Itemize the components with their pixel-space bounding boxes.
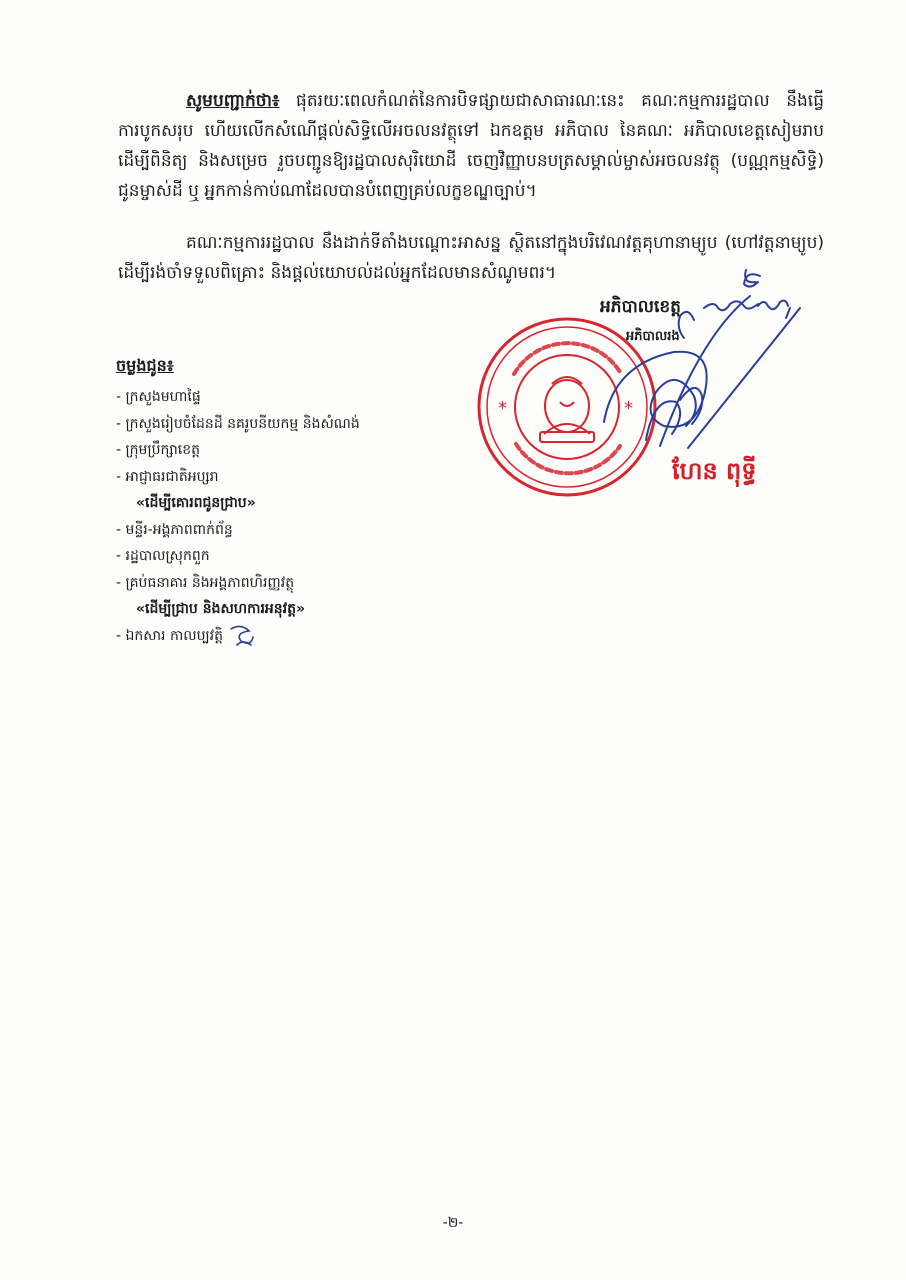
recipients-heading: ចម្លងជូន៖ xyxy=(116,356,174,375)
recipient-item: - ក្រុមប្រឹក្សាខេត្ត xyxy=(116,442,201,458)
signatory-subtitle: អភិបាលរង xyxy=(626,329,680,344)
recipient-item: - គ្រប់ធនាគារ និងអង្គភាពហិរញ្ញវត្ថុ xyxy=(116,574,295,591)
recipient-note: «ដើម្បីគោរពជូនជ្រាប» xyxy=(136,495,256,511)
recipient-note: «ដើម្បីជ្រាប និងសហការអនុវត្ត» xyxy=(136,601,306,617)
page-number: -២- xyxy=(442,1215,464,1231)
recipient-item: - ក្រសួងរៀបចំដែនដី នគរូបនីយកម្ម និងសំណង់ xyxy=(116,415,360,432)
recipient-item: - អាជ្ញាធរជាតិអប្សរា xyxy=(116,468,219,485)
svg-text:*: * xyxy=(624,398,633,419)
paragraph-body: ផុតរយៈពេលកំណត់នៃការបិទផ្សាយជាសាធារណៈនេះ គណៈកម្មការរដ្ឋបាល នឹងធ្វើការបូកសរុប ហើយលើកសំណើផ្តល់សិទ្ធិលើអចលនវត្ថុទៅ ឯកឧត្តម អភិបាល នៃគណៈ អភិបាលខេត្តសៀមរាប ដើម្បីពិនិត្យ និងសម្រេច រួចបញ្ជូនឱ្យរដ្ឋបាលសុរិយោដី ចេញវិញ្ញាបនបត្រសម្គាល់ម្ចាស់អចលនវត្ថុ (បណ្ណកម្មសិទ្ធិ) ជូនម្ចាស់ដី ឬ អ្នកកាន់កាប់ណាដែលបានបំពេញគ្រប់លក្ខខណ្ឌច្បាប់។ xyxy=(118,91,824,201)
recipients-list xyxy=(116,384,536,649)
handwritten-signature-icon xyxy=(560,250,850,470)
svg-text:*: * xyxy=(498,398,507,419)
paragraph-lead: សូមបញ្ជាក់ថា៖ xyxy=(186,91,280,111)
recipient-item: - ឯកសារ កាលប្បវត្តិ xyxy=(116,623,536,650)
recipient-item: - រដ្ឋបាលស្រុកពួក xyxy=(116,548,210,564)
paragraph-confirmation xyxy=(118,86,824,206)
signatory-title: អភិបាលខេត្ត xyxy=(600,297,681,317)
recipient-item: - មន្ទីរ-អង្គភាពពាក់ព័ន្ធ xyxy=(116,521,233,538)
handwritten-initial-icon xyxy=(227,623,257,649)
signatory-name: ហែន ពុទ្ធី xyxy=(672,457,757,485)
paragraph-text: គណៈកម្មការរដ្ឋបាល នឹងដាក់ទីតាំងបណ្ដោះអាសន្ន ស្ថិតនៅក្នុងបរិវេណវត្តគុហានាម្យូប (ហៅវត្តនាម្យូប) ដើម្បីរង់ចាំទទួលពិគ្រោះ និងផ្តល់យោបល់ដល់អ្នកដែលមានសំណូមពរ។ xyxy=(118,233,824,283)
recipient-item: - ក្រសួងមហាផ្ទៃ xyxy=(116,389,201,405)
